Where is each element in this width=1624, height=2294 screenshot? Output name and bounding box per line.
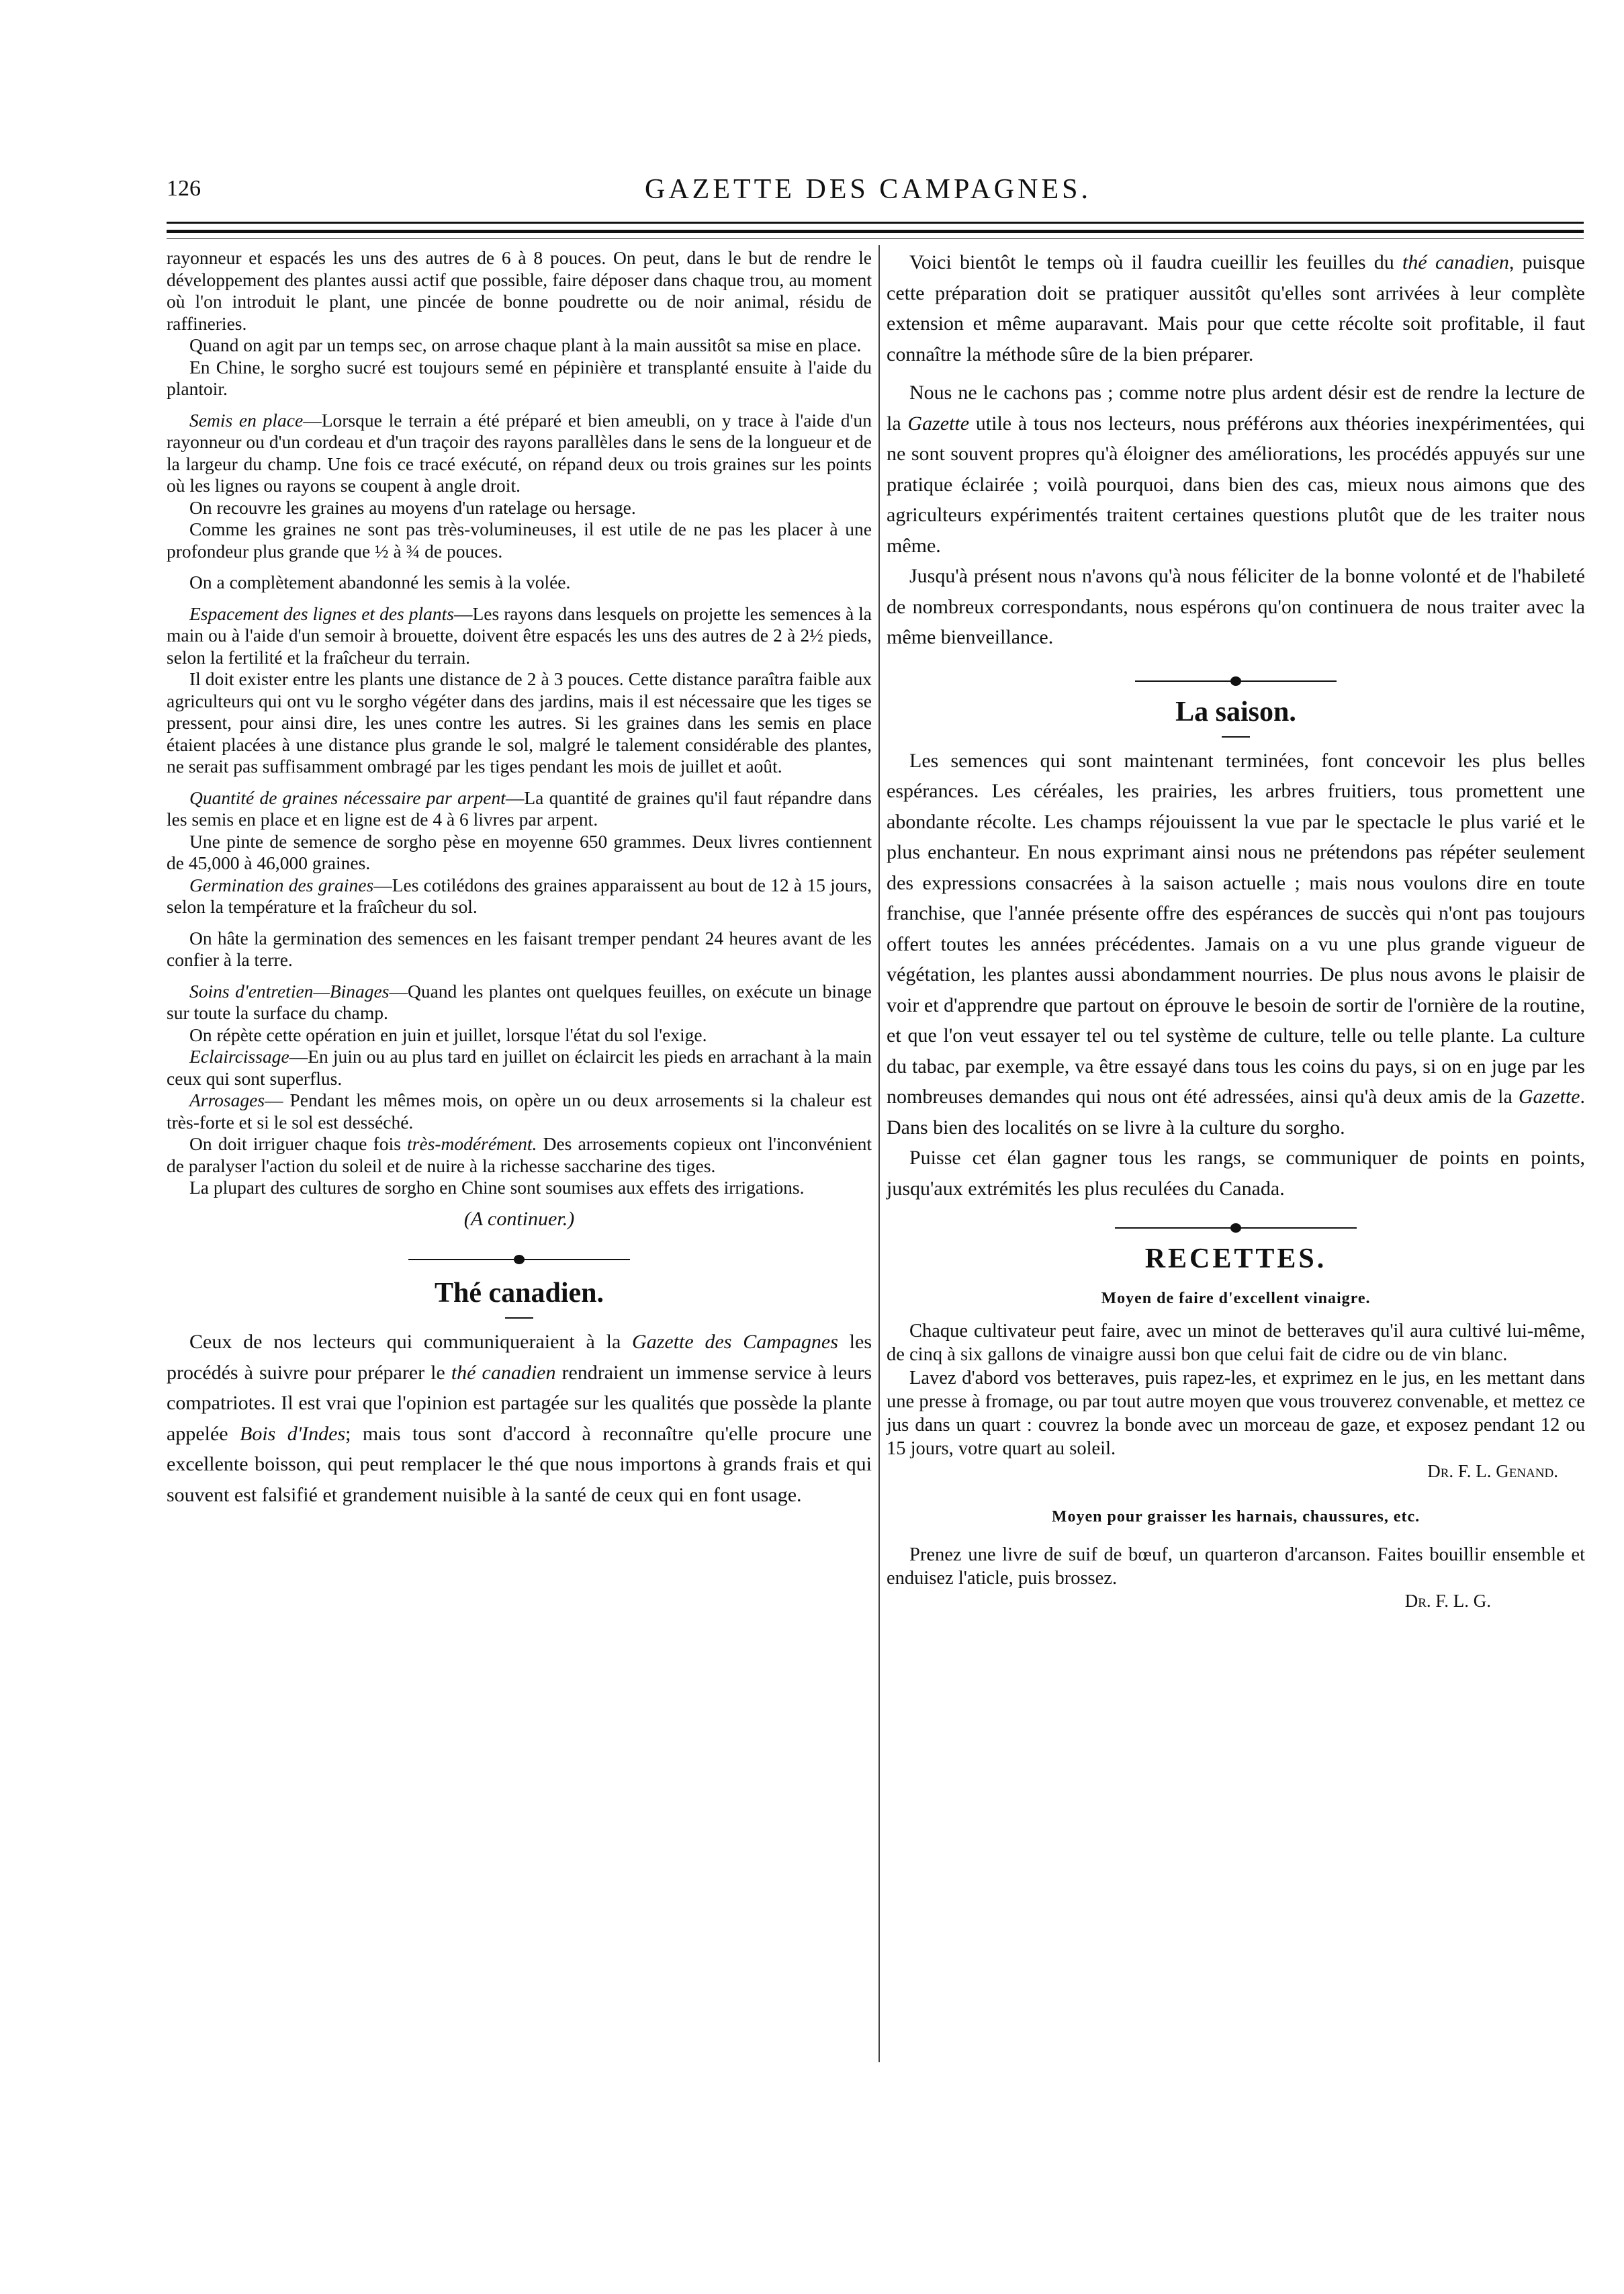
newspaper-title: GAZETTE DES CAMPAGNES. <box>645 174 1091 205</box>
recipe-harnais-title: Moyen pour graisser les harnais, chaussures, etc. <box>1051 1507 1420 1526</box>
eclaircissage-paragraph <box>167 1046 872 1090</box>
recipe-vinaigre-paragraph: Lavez d'abord vos betteraves, puis rapez-les, et exprimez en le jus, en les mettant dans une presse à fromage, ou par tout autre moyen que vous trouverez convenable, et mettez ce jus dans un quart : couvrez la bonde avec un morceau de gaze, et exposez pendant 12 ou 15 jours, votre quart au soleil. <box>887 1368 1585 1459</box>
sorgho-paragraph: rayonneur et espacés les uns des autres de 6 à 8 pouces. On peut, dans le but de rendre le développement des plantes aussi actif que possible, faire déposer dans chaque trou, au moment où l'on introduit le plant, une pincée de bonne poudrette ou de noir animal, résidu de raffineries. <box>167 247 872 334</box>
germination-paragraph <box>167 875 872 918</box>
sorgho-paragraph: Comme les graines ne sont pas très-volumineuses, il est utile de ne pas les placer à une profondeur plus grande que ½ à ¾ de pouces. <box>167 519 872 562</box>
the-text: Voici bientôt le temps où il faudra cueillir les feuilles du <box>909 251 1403 273</box>
la-saison-title: La saison. <box>1175 696 1296 727</box>
title-dash <box>505 1317 533 1319</box>
recipe-signature: Dr. F. L. G. <box>1404 1590 1491 1611</box>
section-separator <box>1135 672 1337 691</box>
the-text: les procédés à suivre pour préparer le <box>167 1331 872 1384</box>
sorgho-paragraph: On répète cette opération en juin et juillet, lorsque l'état du sol l'exige. <box>189 1024 707 1045</box>
espacement-label: Espacement des lignes et des plants <box>189 603 454 624</box>
the-canadien-paragraph <box>167 1327 872 1510</box>
the-canadien-paragraph: Jusqu'à présent nous n'avons qu'à nous féliciter de la bonne volonté et de l'habileté de nombreux correspondants, nous espérons qu'on continuera de nous traiter avec la même bienveillance. <box>887 565 1585 648</box>
sorgho-paragraph: Il doit exister entre les plants une distance de 2 à 3 pouces. Cette distance paraîtra faible aux agriculteurs qui ont vu le sorgho végéter dans des jardins, mais il est nécessaire que les tiges se pressent, pour ainsi dire, les unes contre les autres. Si les graines dans les semis en place étaient placées à une distance plus grande le sol, malgré le talement considérable des plantes, ne serait pas suffisamment ombragé par les tiges pendant les mois de juillet et août. <box>167 668 872 777</box>
saison-paragraph: Puisse cet élan gagner tous les rangs, se communiquer de points en points, jusqu'aux extrémités les plus reculées du Canada. <box>887 1147 1585 1200</box>
section-separator <box>408 1250 630 1269</box>
the-text: rendraient un immense service à leurs compatriotes. Il est vrai que l'opinion est partagée sur les qualités que possède la plante appelée <box>167 1361 872 1445</box>
quantite-label: Quantité de graines nécessaire par arpent <box>189 787 506 808</box>
left-column <box>167 247 872 1510</box>
the-canadien-title: Thé canadien. <box>434 1278 604 1309</box>
saison-paragraph <box>887 746 1585 1143</box>
arrosages-label: Arrosages <box>189 1090 265 1110</box>
the-text: Ceux de nos lecteurs qui communiqueraient à la <box>189 1331 633 1353</box>
header-rule-thin <box>167 238 1584 239</box>
sorgho-paragraph: Une pinte de semence de sorgho pèse en moyenne 650 grammes. Deux livres contiennent de 45,000 à 46,000 graines. <box>167 830 872 873</box>
germination-text: —Les cotilédons des graines apparaissent au bout de 12 à 15 jours, selon la température et la fraîcheur du sol. <box>167 874 872 917</box>
gazette-name: Gazette <box>907 412 970 435</box>
recipe-vinaigre-paragraph: Chaque cultivateur peut faire, avec un minot de betteraves qu'il aura cultivé lui-même, de cinq à six gallons de vinaigre aussi bon que celui fait de cidre ou de vin blanc. <box>887 1321 1585 1365</box>
semis-text: —Lorsque le terrain a été préparé et bien ameubli, on y trace à l'aide d'un rayonneur ou d'un cordeau et d'un traçoir des rayons parallèles dans le sens de la longueur et de la largeur du champ. Une fois ce tracé exécuté, on répand deux ou trois graines sur les points où les lignes ou rayons se coupent à angle droit. <box>167 409 872 496</box>
saison-text: Les semences qui sont maintenant terminées, font concevoir les plus belles espérances. Les céréales, les prairies, les arbres fruitiers, tous promettent une abondante récolte. Les champs réjouissent la vue par le spectacle le plus varié et le plus enchanteur. En nous exprimant ainsi nous ne prétendons pas répéter seulement des expressions consacrées à la saison actuelle ; mais nous voulons dire en toute franchise, que l'année présente offre des espérances de succès qui n'ont pas toujours offert toutes les années précédentes. Jamais on a vu une plus grande vigueur de végétation, les plantes aussi abondamment nourries. De plus nous avons le plaisir de voir et d'apprendre que partout on éprouve le besoin de sortir de l'ornière de la routine, et que l'on veut essayer tel ou tel système de culture, telle ou telle plante. La culture du tabac, par exemple, va être essayé dans tous les coins du pays, si on en juge par les nombreuses demandes qui nous ont été adressées, ainsi qu'à deux amis de la <box>887 749 1585 1108</box>
the-text: Nous ne le cachons pas ; comme notre plus ardent désir est de rendre la lecture de la <box>887 382 1585 435</box>
the-text: , puisque cette préparation doit se pratiquer aussitôt qu'elles sont arrivées à leur complète extension et même auparavant. Mais pour que cette récolte soit profitable, il faut connaître la méthode sûre de la bien préparer. <box>887 251 1585 365</box>
arrosages-text: — Pendant les mêmes mois, on opère un ou deux arrosements si la chaleur est très-forte et si le sol est desséché. <box>167 1090 872 1133</box>
quantite-paragraph <box>167 787 872 831</box>
title-dash <box>1222 736 1250 738</box>
irrigation-text-end: Des arrosements copieux ont l'inconvénient de paralyser l'action du soleil et de nuire à la richesse saccharine des tiges. <box>167 1133 872 1176</box>
the-text: ; mais tous sont d'accord à reconnaître qu'elle procure une excellente boisson, qui peut remplacer le thé que nous importons à grands frais et qui souvent est falsifié et grandement nuisible à la santé de ceux qui en font usage. <box>167 1422 872 1506</box>
eclaircissage-label: Eclaircissage <box>189 1046 289 1067</box>
semis-label: Semis en place <box>189 409 304 431</box>
gazette-name: Gazette <box>1518 1086 1580 1108</box>
sorgho-paragraph: On hâte la germination des semences en les faisant tremper pendant 24 heures avant de les confier à la terre. <box>167 927 872 970</box>
sorgho-paragraph: On recouvre les graines au moyens d'un ratelage ou hersage. <box>189 496 636 518</box>
sorgho-paragraph: On a complètement abandonné les semis à la volée. <box>189 572 571 592</box>
soins-label: Soins d'entretien—Binages <box>189 980 390 1002</box>
sorgho-paragraph: En Chine, le sorgho sucré est toujours semé en pépinière et transplanté ensuite à l'aide du plantoir. <box>167 356 872 399</box>
bois-d-indes-emphasis: Bois d'Indes <box>240 1422 346 1445</box>
irrigation-emphasis: très-modérément. <box>407 1133 537 1154</box>
recipe-signature: Dr. F. L. Genand. <box>1427 1461 1558 1481</box>
the-text: utile à tous nos lecteurs, nous préférons aux théories inexpérimentées, qui ne sont souvent propres qu'à éloigner des améliorations, les procédés appuyés sur une pratique éclairée ; voilà pourquoi, dans bien des cas, mieux nous aimons que des agriculteurs expérimentés traitent certaines questions plutôt que de les traiter nous même. <box>887 412 1585 557</box>
column-divider <box>878 245 880 2062</box>
recettes-title: RECETTES. <box>1144 1243 1327 1274</box>
recipe-vinaigre-title: Moyen de faire d'excellent vinaigre. <box>1101 1290 1371 1307</box>
eclaircissage-text: —En juin ou au plus tard en juillet on éclaircit les pieds en arrachant à la main ceux qui sont superflus. <box>167 1046 872 1089</box>
header-rule-thick <box>167 230 1584 233</box>
the-canadien-emphasis: thé canadien <box>1402 251 1509 273</box>
section-separator <box>1115 1219 1357 1237</box>
arrosages-paragraph <box>167 1090 872 1133</box>
espacement-text: —Les rayons dans lesquels on projette les semences à la main ou à l'aide d'un semoir à brouette, doivent être espacés les uns des autres de 2 à 2½ pieds, selon la fertilité et la fraîcheur du terrain. <box>167 603 872 668</box>
germination-label: Germination des graines <box>189 874 374 895</box>
page-number: 126 <box>167 176 201 201</box>
the-canadien-emphasis: thé canadien <box>451 1361 556 1384</box>
espacement-paragraph <box>167 603 872 669</box>
gazette-name: Gazette des Campagnes <box>632 1331 838 1353</box>
recipe-harnais-paragraph: Prenez une livre de suif de bœuf, un quarteron d'arcanson. Faites bouillir ensemble et enduisez l'aticle, puis brossez. <box>887 1544 1585 1589</box>
to-be-continued: (A continuer.) <box>463 1207 575 1230</box>
right-column <box>887 247 1585 1612</box>
the-canadien-paragraph <box>887 378 1585 561</box>
saison-text-end: . Dans bien des localités on se livre à la culture du sorgho. <box>887 1086 1585 1139</box>
irrigation-paragraph <box>167 1133 872 1177</box>
irrigation-text: On doit irriguer chaque fois <box>189 1133 408 1154</box>
header-rule <box>167 222 1584 224</box>
quantite-text: —La quantité de graines qu'il faut répandre dans les semis en place et en ligne est de 4 à 6 livres par arpent. <box>167 787 872 830</box>
the-canadien-paragraph <box>887 247 1585 369</box>
sorgho-paragraph: La plupart des cultures de sorgho en Chine sont soumises aux effets des irrigations. <box>189 1177 805 1198</box>
semis-paragraph <box>167 410 872 497</box>
sorgho-paragraph: Quand on agit par un temps sec, on arrose chaque plant à la main aussitôt sa mise en place. <box>189 335 862 355</box>
soins-paragraph <box>167 981 872 1024</box>
soins-text: —Quand les plantes ont quelques feuilles, on exécute un binage sur toute la surface du champ. <box>167 980 872 1023</box>
